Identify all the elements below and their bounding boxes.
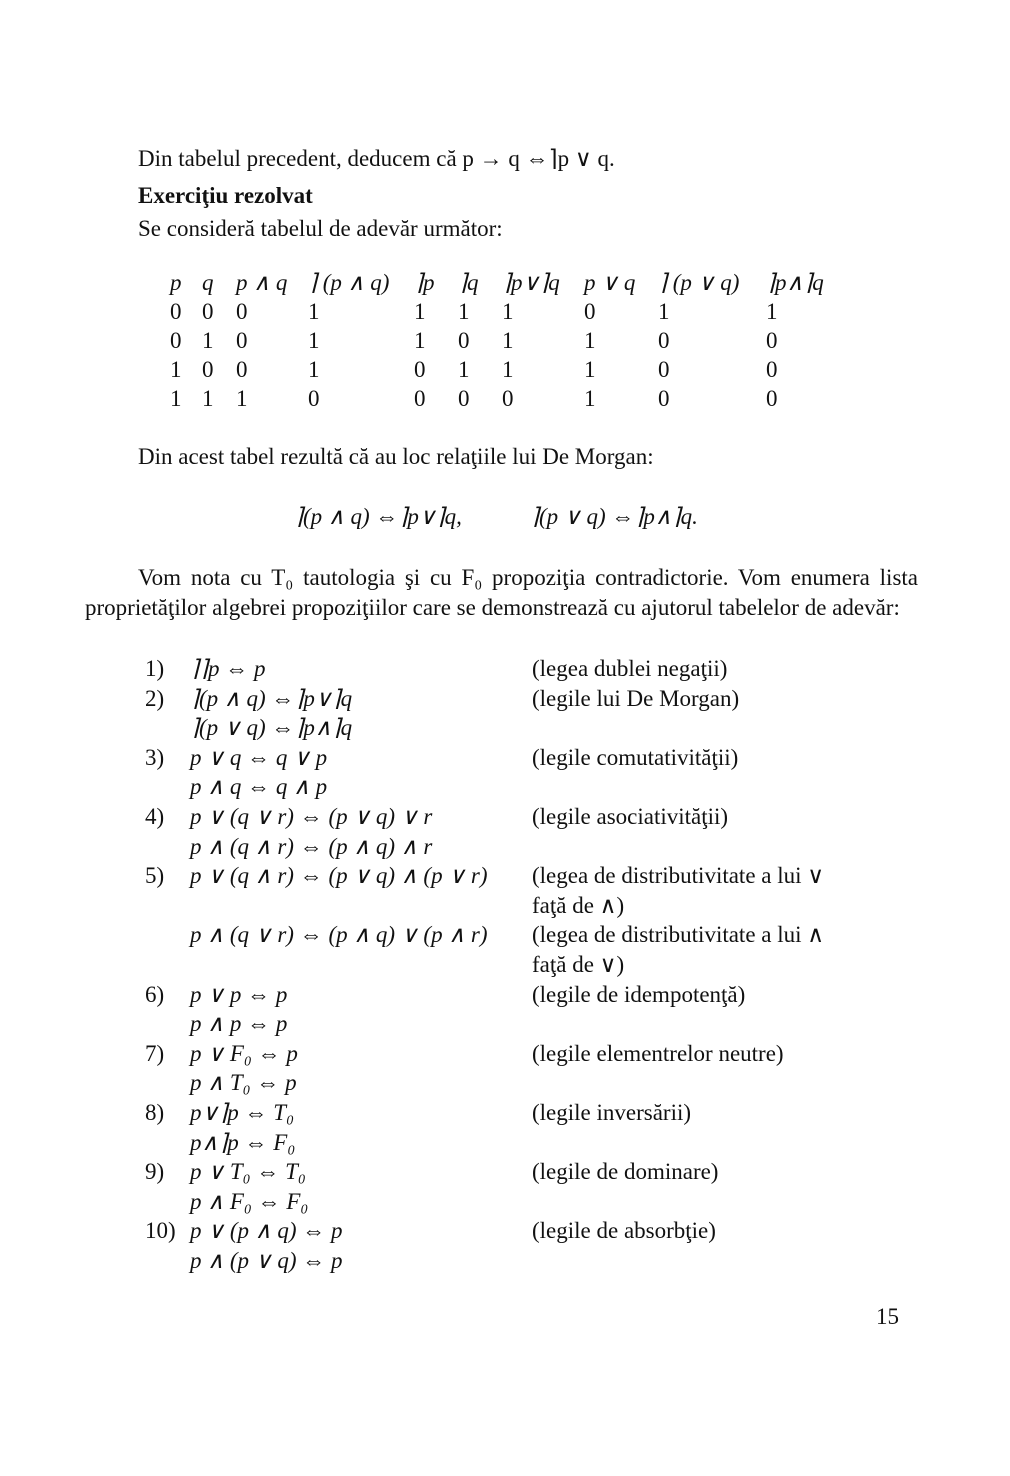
truth-table-cell: 1 (584, 328, 596, 353)
law-item (140, 980, 920, 1010)
law-item (140, 1157, 920, 1187)
law-item (140, 950, 920, 980)
truth-table-cell: 1 (414, 328, 426, 353)
truth-table-row (170, 355, 846, 384)
law-formula: p ∧ (p ∨ q) ⇔ p (190, 1247, 343, 1273)
law-name: (legile de dominare) (532, 1159, 719, 1185)
truth-table-cell: 0 (658, 386, 670, 411)
law-item (140, 743, 920, 773)
truth-table-cell: 0 (308, 386, 320, 411)
law-item (140, 654, 920, 684)
law-number: 10) (145, 1218, 176, 1244)
law-name: faţă de ∨) (532, 951, 625, 977)
law-number: 7) (145, 1040, 165, 1066)
truth-table-cell: 0 (658, 328, 670, 353)
law-number: 4) (145, 803, 165, 829)
truth-table-cell: 1 (236, 386, 248, 411)
law-item (140, 1009, 920, 1039)
properties-paragraph-text: Vom nota cu T₀ tautologia şi cu F₀ propoziţia contradictorie. Vom enumera lista proprietăţilor algebrei propoziţiilor care se demonstrează cu ajutorul tabelelor de adevăr: (85, 565, 918, 620)
law-formula: p ∨ (p ∧ q) ⇔ p (190, 1218, 343, 1244)
law-name: (legile de absorbţie) (532, 1218, 716, 1244)
exercise-intro: Se consideră tabelul de adevăr următor: (138, 216, 503, 241)
law-formula: ⌉(p ∨ q) ⇔⌉p∧⌉q (190, 715, 353, 741)
law-number: 1) (145, 656, 165, 681)
truth-table-header-cell: ⌉p (414, 270, 435, 295)
law-name: (legile inversării) (532, 1099, 692, 1125)
truth-table-header-cell: p (170, 270, 182, 295)
law-item (140, 1187, 920, 1217)
law-item (140, 802, 920, 832)
exercise-heading: Exerciţiu rezolvat (138, 183, 313, 208)
truth-table-cell: 0 (414, 357, 426, 382)
law-formula: p ∨ F₀ ⇔ p (190, 1040, 298, 1066)
truth-table-cell: 1 (414, 299, 426, 324)
de-morgan-formula-1: ⌉(p ∧ q) ⇔⌉p∨⌉q, (294, 504, 462, 529)
law-formula: p ∨ p ⇔ p (190, 981, 288, 1007)
truth-table-cell: 0 (236, 328, 248, 353)
page-number: 15 (876, 1304, 899, 1329)
law-number: 9) (145, 1159, 165, 1185)
law-formula: p∧⌉p ⇔ F₀ (190, 1129, 296, 1155)
law-item (140, 920, 920, 950)
law-item (140, 772, 920, 802)
truth-table-row (170, 297, 846, 326)
law-name: (legea de distributivitate a lui ∧ (532, 922, 825, 948)
truth-table-cell: 0 (584, 299, 596, 324)
truth-table-cell: 0 (202, 299, 214, 324)
law-formula: p ∧ q ⇔ q ∧ p (190, 774, 328, 800)
law-number: 2) (145, 685, 165, 711)
law-name: (legile asociativităţii) (532, 803, 729, 829)
law-name: (legile elementrelor neutre) (532, 1040, 784, 1066)
law-name: (legea dublei negaţii) (532, 656, 728, 681)
truth-table-header-cell: ⌉ (p ∧ q) (308, 270, 390, 295)
truth-table-header-cell: p ∧ q (236, 270, 288, 295)
truth-table-header-cell: p ∨ q (584, 270, 636, 295)
truth-table-cell: 1 (170, 357, 182, 382)
law-number: 6) (145, 981, 165, 1007)
truth-table-cell: 1 (584, 386, 596, 411)
law-name: (legile de idempotenţă) (532, 981, 746, 1007)
law-formula: p ∧ F₀ ⇔ F₀ (190, 1188, 309, 1214)
truth-table-cell: 0 (766, 328, 778, 353)
law-formula: ⌉⌉p ⇔ p (190, 656, 266, 681)
law-item (140, 713, 920, 743)
truth-table-cell: 0 (202, 357, 214, 382)
law-name: (legile lui De Morgan) (532, 685, 740, 711)
law-item (140, 861, 920, 891)
truth-table-cell: 0 (236, 299, 248, 324)
de-morgan-text: Din acest tabel rezultă că au loc relaţiile lui De Morgan: (138, 444, 654, 469)
truth-table-cell: 0 (658, 357, 670, 382)
truth-table-cell: 0 (766, 357, 778, 382)
de-morgan-formula-2: ⌉(p ∨ q) ⇔⌉p∧⌉q. (530, 504, 698, 529)
truth-table-cell: 1 (502, 357, 514, 382)
law-formula: ⌉(p ∧ q) ⇔⌉p∨⌉q (190, 685, 353, 711)
truth-table-cell: 1 (502, 328, 514, 353)
truth-table-header-cell: ⌉ (p ∨ q) (658, 270, 740, 295)
law-item (140, 1039, 920, 1069)
truth-table (170, 268, 846, 413)
law-number: 8) (145, 1099, 165, 1125)
truth-table-cell: 1 (308, 299, 320, 324)
truth-table-header-cell: ⌉q (458, 270, 479, 295)
truth-table-cell: 1 (170, 386, 182, 411)
law-formula: p ∨ (q ∧ r) ⇔ (p ∨ q) ∧ (p ∨ r) (190, 863, 488, 889)
truth-table-cell: 0 (170, 328, 182, 353)
law-formula: p ∨ q ⇔ q ∨ p (190, 744, 328, 770)
law-number: 5) (145, 863, 165, 889)
law-item (140, 684, 920, 714)
properties-paragraph (85, 563, 918, 622)
truth-table-cell: 0 (502, 386, 514, 411)
truth-table-cell: 1 (458, 357, 470, 382)
truth-table-cell: 0 (236, 357, 248, 382)
law-formula: p ∨ (q ∨ r) ⇔ (p ∨ q) ∨ r (190, 803, 433, 829)
truth-table-cell: 1 (202, 328, 214, 353)
law-item (140, 1246, 920, 1276)
laws-list (140, 654, 920, 1275)
truth-table-cell: 0 (766, 386, 778, 411)
truth-table-cell: 1 (766, 299, 778, 324)
law-formula: p ∧ p ⇔ p (190, 1011, 288, 1037)
law-name: (legea de distributivitate a lui ∨ (532, 863, 825, 889)
truth-table-cell: 1 (202, 386, 214, 411)
truth-table-cell: 0 (170, 299, 182, 324)
truth-table-header-cell: ⌉p∨⌉q (502, 270, 560, 295)
law-item (140, 891, 920, 921)
law-item (140, 1068, 920, 1098)
law-item (140, 1098, 920, 1128)
law-formula: p ∧ T₀ ⇔ p (190, 1070, 297, 1096)
law-formula: p ∨ T₀ ⇔ T₀ (190, 1159, 306, 1185)
intro-line: Din tabelul precedent, deducem că p → q ⇔⌉p ∨ q. (138, 146, 615, 171)
truth-table-cell: 1 (308, 357, 320, 382)
truth-table-row (170, 326, 846, 355)
truth-table-header-cell: ⌉p∧⌉q (766, 270, 824, 295)
law-name: faţă de ∧) (532, 892, 625, 918)
truth-table-cell: 1 (658, 299, 670, 324)
law-formula: p ∧ (q ∧ r) ⇔ (p ∧ q) ∧ r (190, 833, 433, 859)
truth-table-cell: 1 (458, 299, 470, 324)
truth-table-cell: 0 (414, 386, 426, 411)
truth-table-row (170, 384, 846, 413)
law-item (140, 832, 920, 862)
truth-table-cell: 1 (308, 328, 320, 353)
truth-table-cell: 0 (458, 386, 470, 411)
truth-table-cell: 1 (584, 357, 596, 382)
law-formula: p ∧ (q ∨ r) ⇔ (p ∧ q) ∨ (p ∧ r) (190, 922, 488, 948)
law-name: (legile comutativităţii) (532, 744, 739, 770)
truth-table-cell: 0 (458, 328, 470, 353)
truth-table-header (170, 268, 846, 297)
law-formula: p∨⌉p ⇔ T₀ (190, 1099, 295, 1125)
law-item (140, 1128, 920, 1158)
truth-table-header-cell: q (202, 270, 214, 295)
law-item (140, 1216, 920, 1246)
truth-table-cell: 1 (502, 299, 514, 324)
law-number: 3) (145, 744, 165, 770)
